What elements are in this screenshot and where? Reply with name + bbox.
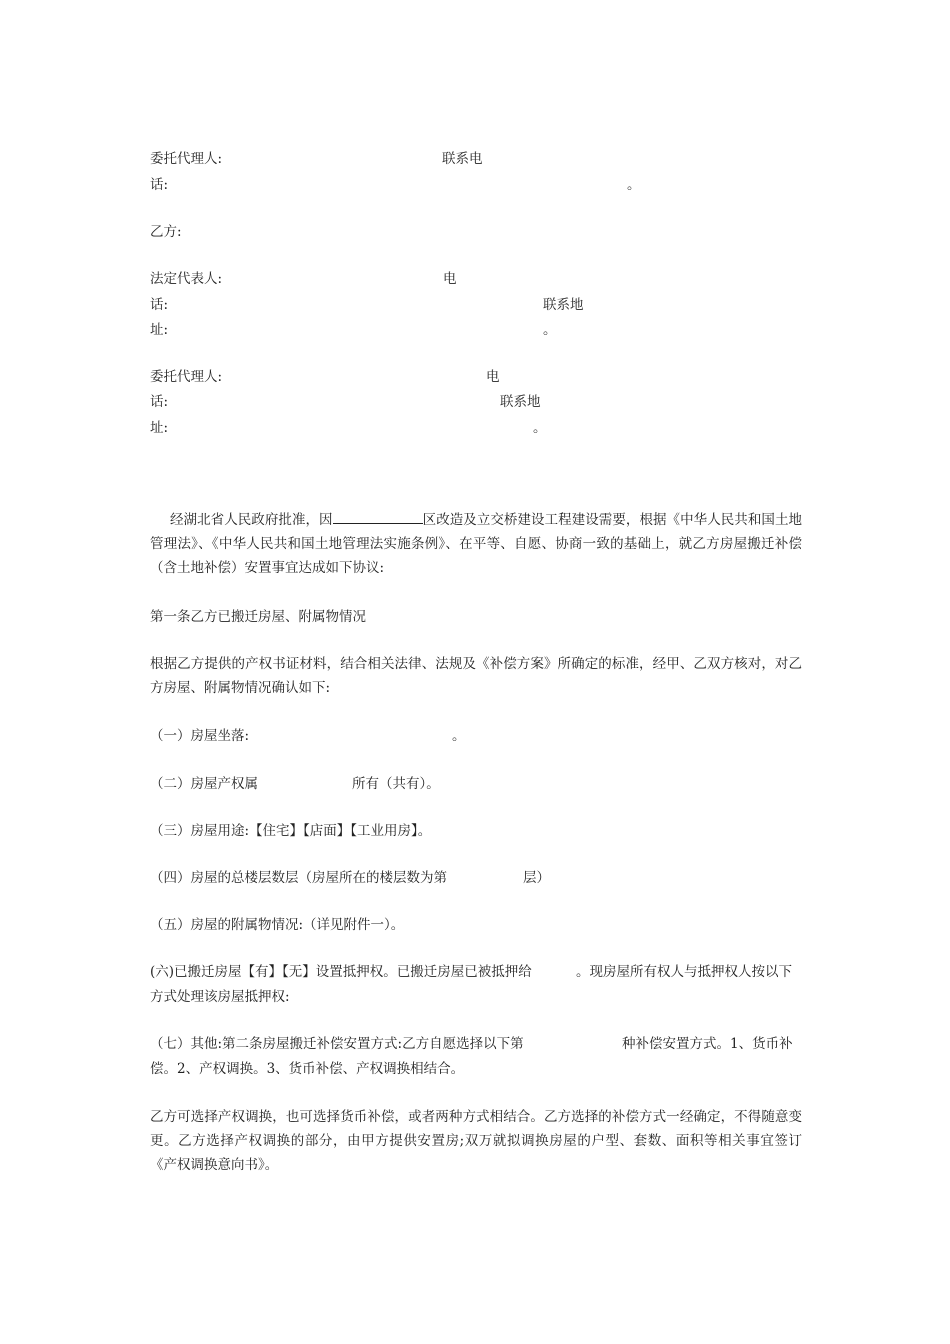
party-b-legal-address-label-cont: 址: <box>150 322 169 338</box>
party-b-agent-address-label: 联系地 <box>500 394 541 410</box>
item2-label: （二）房屋产权属 <box>150 776 258 792</box>
intro-text-2: 区改造及立交桥建设工程建设需要，根据《中华人民共和国土地管理法》、《中华人民共和国土地管理法实施条例》、在平等、自愿、协商一致的基础上，就乙方房屋搬迁补偿（含土地补偿）安置事宜达成如下协议: <box>150 512 803 576</box>
item2-end: 所有（共有）。 <box>352 776 440 792</box>
article1-body: 根据乙方提供的产权书证材料，结合相关法律、法规及《补偿方案》所确定的标准，经甲、乙双方核对，对乙方房屋、附属物情况确认如下: <box>150 656 802 696</box>
item7-part2: 种补偿安置方式。1、货币补 <box>622 1036 793 1052</box>
item7-line2: 偿。2、产权调换。3、货币补偿、产权调换相结合。 <box>150 1061 465 1077</box>
intro-paragraph <box>150 508 802 580</box>
item4-end: 层） <box>523 870 550 886</box>
item1-end: 。 <box>452 728 466 744</box>
party-b-agent-address-label-cont: 址: <box>150 420 169 436</box>
party-a-period: 。 <box>627 177 641 193</box>
party-a-phone-label: 联系电 <box>442 151 483 167</box>
party-b-agent-phone-label-cont: 话: <box>150 394 169 410</box>
party-b-title: 乙方: <box>150 224 182 240</box>
party-b-agent-label: 委托代理人: <box>150 369 223 385</box>
party-b-legal-phone-label: 电 <box>443 271 457 287</box>
item1-label: （一）房屋坐落: <box>150 728 250 744</box>
item7-part1: （七）其他:第二条房屋搬迁补偿安置方式:乙方自愿选择以下第 <box>150 1036 524 1052</box>
district-blank[interactable] <box>333 509 423 524</box>
item6-part1: (六)已搬迁房屋【有】【无】设置抵押权。已搬迁房屋已被抵押给 <box>150 964 532 980</box>
party-b-legal-rep-label: 法定代表人: <box>150 271 223 287</box>
party-b-legal-address-label: 联系地 <box>543 297 584 313</box>
item6-part2: 。现房屋所有权人与抵押权人按以下 <box>576 964 792 980</box>
party-b-legal-period: 。 <box>543 322 557 338</box>
item6-line2: 方式处理该房屋抵押权: <box>150 989 290 1005</box>
party-b-agent-phone-label: 电 <box>486 369 500 385</box>
party-a-phone-label-cont: 话: <box>150 177 169 193</box>
article1-title: 第一条乙方已搬迁房屋、附属物情况 <box>150 609 366 625</box>
party-a-agent-label: 委托代理人: <box>150 151 223 167</box>
party-b-agent-period: 。 <box>533 420 547 436</box>
item5: （五）房屋的附属物情况:（详见附件一）。 <box>150 917 405 933</box>
item4-label: （四）房屋的总楼层数层（房屋所在的楼层数为第 <box>150 870 447 886</box>
intro-text-1: 经湖北省人民政府批准，因 <box>170 512 333 528</box>
item3: （三）房屋用途:【住宅】【店面】【工业用房】。 <box>150 823 432 839</box>
party-b-legal-phone-label-cont: 话: <box>150 297 169 313</box>
closing-paragraph: 乙方可选择产权调换，也可选择货币补偿，或者两种方式相结合。乙方选择的补偿方式一经确定，不得随意变更。乙方选择产权调换的部分，由甲方提供安置房;双万就拟调换房屋的户型、套数、面积等相关事宜签订《产权调换意向书》。 <box>150 1109 802 1173</box>
